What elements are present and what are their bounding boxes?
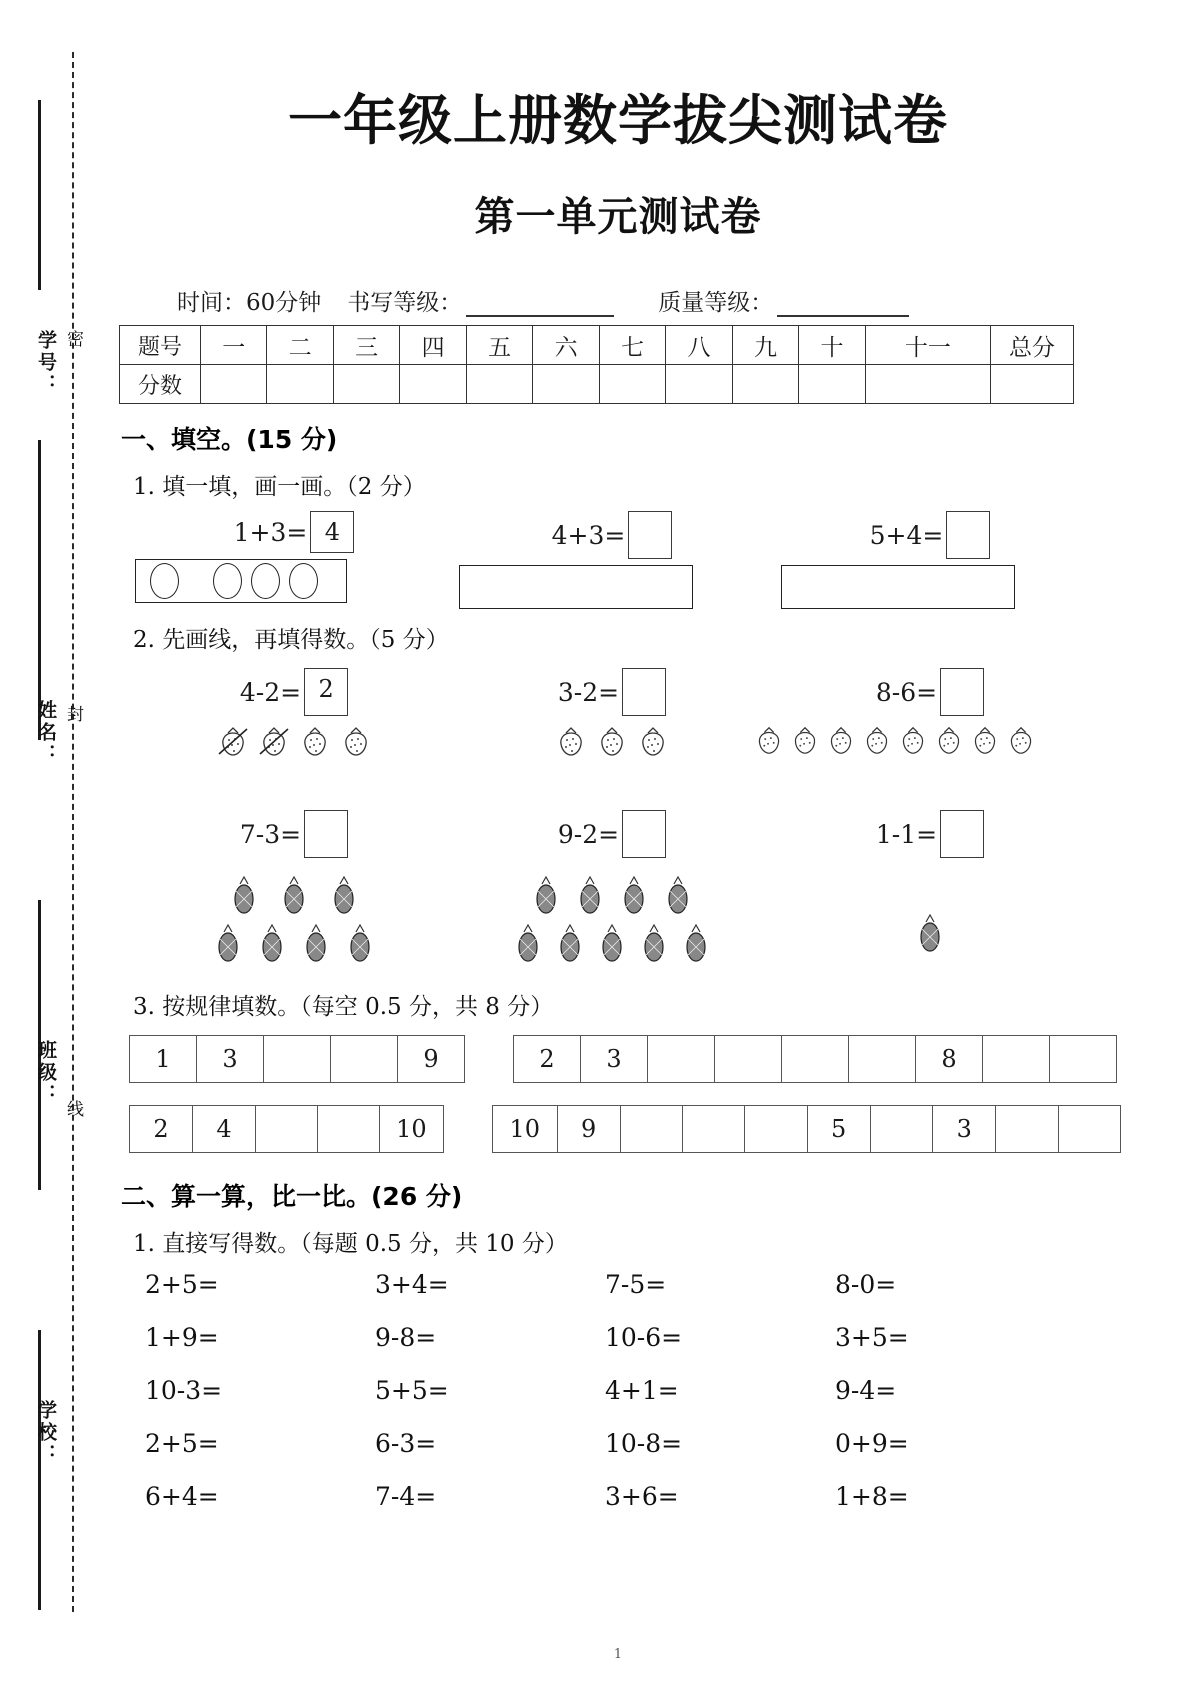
fill-draw-col-3: [771, 511, 1089, 609]
seq-cell[interactable]: 9: [398, 1036, 465, 1083]
score-cell-11[interactable]: [865, 365, 990, 404]
strawberry-group-2: [453, 724, 771, 758]
calc-item[interactable]: 7-4=: [375, 1482, 437, 1511]
pineapple-expr-2: [453, 810, 771, 858]
score-col-11: 十一: [865, 326, 990, 365]
strawberry-icon: [933, 724, 965, 756]
seal-label-class: 班级：: [35, 1040, 57, 1106]
writing-grade-blank[interactable]: [466, 295, 614, 317]
page-number: 1: [613, 1647, 623, 1662]
strawberry-answer-3[interactable]: [940, 668, 984, 716]
sequence-grid-3: [129, 1105, 444, 1153]
score-col-7: 七: [599, 326, 665, 365]
pineapple-group-3: [771, 914, 1089, 952]
fill-draw-box-3[interactable]: [781, 565, 1015, 609]
seq-cell[interactable]: [1058, 1106, 1120, 1153]
calc-item[interactable]: 6+4=: [145, 1482, 219, 1511]
page-subtitle: 第一单元测试卷: [474, 194, 762, 240]
pineapple-expr-1: [135, 810, 453, 858]
score-cell-7[interactable]: [599, 365, 665, 404]
score-cell-4[interactable]: [400, 365, 466, 404]
pineapple-expr-3: [771, 810, 1089, 858]
section-heading-1: 一、填空。(15 分): [121, 425, 338, 454]
calc-item[interactable]: 3+4=: [375, 1270, 449, 1299]
fill-draw-box-2[interactable]: [459, 565, 693, 609]
pineapple-icon: [345, 924, 375, 962]
score-cell-5[interactable]: [466, 365, 532, 404]
calc-item[interactable]: 3+6=: [605, 1482, 679, 1511]
fill-draw-answer-3[interactable]: [946, 511, 990, 559]
strawberry-icon: [789, 724, 821, 756]
strawberry-col-2: [453, 668, 771, 758]
strawberry-icon: [825, 724, 857, 756]
calc-grid: [115, 1270, 1121, 1511]
question-1-1-expressions: [115, 511, 1121, 609]
strawberry-icon: [339, 724, 373, 758]
strawberry-icon: [1005, 724, 1037, 756]
seq-cell[interactable]: [683, 1106, 745, 1153]
seq-cell[interactable]: [996, 1106, 1058, 1153]
pineapple-icon: [329, 876, 359, 914]
score-col-4: 四: [400, 326, 466, 365]
seq-cell[interactable]: 10: [493, 1106, 558, 1153]
fill-draw-col-2: [453, 511, 771, 609]
fill-draw-expr-text-1: 1+3=: [233, 517, 308, 547]
strawberry-icon: [861, 724, 893, 756]
calc-item[interactable]: 5+5=: [375, 1376, 449, 1405]
pineapple-icon: [301, 924, 331, 962]
score-cell-9[interactable]: [732, 365, 798, 404]
seq-cell[interactable]: 3: [581, 1036, 648, 1083]
strawberry-icon: [216, 724, 250, 758]
calc-item[interactable]: 10-6=: [605, 1323, 683, 1352]
seq-cell[interactable]: [331, 1036, 398, 1083]
pineapple-group-1-row-2: [135, 924, 453, 962]
pineapple-expr-text-2: 9-2=: [557, 819, 620, 849]
calc-item[interactable]: 4+1=: [605, 1376, 679, 1405]
seq-cell[interactable]: 5: [807, 1106, 870, 1153]
seq-cell[interactable]: [317, 1106, 379, 1153]
question-1-1-prompt: 1. 填一填，画一画。（2 分）: [133, 474, 426, 500]
quality-grade-label: 质量等级：: [658, 290, 774, 316]
fill-draw-col-1: [135, 511, 453, 609]
seq-cell[interactable]: 4: [193, 1106, 256, 1153]
page-title: 一年级上册数学拔尖测试卷: [288, 89, 948, 152]
seq-cell[interactable]: [782, 1036, 849, 1083]
score-cell-3[interactable]: [333, 365, 399, 404]
strawberry-icon: [753, 724, 785, 756]
seq-cell[interactable]: [256, 1106, 318, 1153]
seq-cell[interactable]: [849, 1036, 916, 1083]
pineapple-icon: [531, 876, 561, 914]
seq-cell[interactable]: 9: [557, 1106, 620, 1153]
sequence-grid-4: [492, 1105, 1121, 1153]
score-col-total: 总分: [991, 326, 1074, 365]
score-col-9: 九: [732, 326, 798, 365]
score-col-2: 二: [267, 326, 333, 365]
pineapple-group-2-row-1: [453, 876, 771, 914]
seal-dashed-line: [72, 52, 74, 1612]
seq-cell[interactable]: 3: [197, 1036, 264, 1083]
seq-cell[interactable]: [1050, 1036, 1117, 1083]
seal-solid-rule-4: [38, 1330, 41, 1610]
writing-grade-label: 书写等级：: [347, 290, 463, 316]
seq-cell[interactable]: 3: [933, 1106, 996, 1153]
circle-icon: [213, 563, 242, 599]
strawberry-expr-3: [771, 668, 1089, 716]
sequence-grid-2: [513, 1035, 1117, 1083]
strawberry-icon: [636, 724, 670, 758]
score-table-row-label-1: 分数: [120, 365, 201, 404]
calc-item[interactable]: 3+5=: [835, 1323, 909, 1352]
seq-cell[interactable]: [870, 1106, 932, 1153]
seal-label-school: 学校：: [35, 1400, 57, 1466]
seal-solid-rule-1: [38, 100, 41, 290]
seal-label-name: 姓名：: [35, 700, 57, 766]
pineapple-icon: [619, 876, 649, 914]
fill-draw-expr-text-2: 4+3=: [551, 520, 626, 550]
seal-mark-feng: 封: [63, 705, 83, 722]
strawberry-icon: [969, 724, 1001, 756]
calc-item[interactable]: 6-3=: [375, 1429, 437, 1458]
pineapple-icon: [663, 876, 693, 914]
pineapple-expr-text-3: 1-1=: [875, 819, 938, 849]
calc-item[interactable]: 9-8=: [375, 1323, 437, 1352]
seq-cell[interactable]: [715, 1036, 782, 1083]
pineapple-icon: [279, 876, 309, 914]
pineapple-icon: [575, 876, 605, 914]
calc-item[interactable]: 8-0=: [835, 1270, 897, 1299]
calc-item[interactable]: 10-3=: [145, 1376, 223, 1405]
pineapple-expr-text-1: 7-3=: [239, 819, 302, 849]
quality-grade-blank[interactable]: [777, 295, 909, 317]
strawberry-expr-text-2: 3-2=: [557, 677, 620, 707]
score-cell-8[interactable]: [666, 365, 732, 404]
seq-cell[interactable]: 8: [916, 1036, 983, 1083]
seal-mark-xian: 线: [63, 1100, 83, 1117]
strawberry-group-3: [753, 724, 1089, 756]
pineapple-icon: [513, 924, 543, 962]
score-col-1: 一: [201, 326, 267, 365]
pineapple-icon: [229, 876, 259, 914]
fill-draw-answer-1[interactable]: 4: [310, 511, 354, 553]
seal-mark-mi: 密: [63, 330, 83, 347]
seq-cell[interactable]: [983, 1036, 1050, 1083]
score-table-row-label-0: 题号: [120, 326, 201, 365]
strawberry-group-1: [135, 724, 453, 758]
score-cell-10[interactable]: [799, 365, 865, 404]
calc-item[interactable]: 9-4=: [835, 1376, 897, 1405]
worksheet-page: [115, 0, 1121, 1684]
sequence-grid-row-2: [115, 1105, 1121, 1153]
strawberry-col-1: [135, 668, 453, 758]
score-col-8: 八: [666, 326, 732, 365]
fill-draw-expr-2: [453, 511, 771, 559]
circle-icon: [150, 563, 179, 599]
score-table: [119, 325, 1074, 404]
pineapple-col-1: [135, 810, 453, 962]
pineapple-icon: [555, 924, 585, 962]
seq-cell[interactable]: 2: [514, 1036, 581, 1083]
strawberry-icon: [595, 724, 629, 758]
question-1-3-prompt: 3. 按规律填数。（每空 0.5 分，共 8 分）: [133, 994, 554, 1020]
exam-meta-row: [115, 284, 1121, 317]
score-table-value-row: [120, 365, 1074, 404]
pineapple-icon: [597, 924, 627, 962]
pineapple-answer-1[interactable]: [304, 810, 348, 858]
score-cell-total[interactable]: [991, 365, 1074, 404]
pineapple-col-3: [771, 810, 1089, 962]
strawberry-icon: [897, 724, 929, 756]
score-col-10: 十: [799, 326, 865, 365]
calc-item[interactable]: 0+9=: [835, 1429, 909, 1458]
seq-cell[interactable]: [648, 1036, 715, 1083]
score-table-header-row: [120, 326, 1074, 365]
strawberry-expr-text-1: 4-2=: [239, 677, 302, 707]
strawberry-expr-1: [135, 668, 453, 716]
score-col-3: 三: [333, 326, 399, 365]
circle-icon: [289, 563, 318, 599]
fill-draw-expr-3: [771, 511, 1089, 559]
seal-strip: [0, 0, 115, 1684]
pineapple-col-2: [453, 810, 771, 962]
strawberry-answer-2[interactable]: [622, 668, 666, 716]
score-cell-6[interactable]: [533, 365, 599, 404]
time-label: 时间：60分钟: [177, 290, 322, 316]
seq-cell[interactable]: 1: [130, 1036, 197, 1083]
strawberry-expr-2: [453, 668, 771, 716]
fill-draw-box-1[interactable]: [135, 559, 347, 603]
strawberry-icon: [257, 724, 291, 758]
pineapple-answer-2[interactable]: [622, 810, 666, 858]
pineapple-group-2-row-2: [453, 924, 771, 962]
seal-solid-rule-2: [38, 440, 41, 740]
question-1-2-row-b: [115, 810, 1121, 962]
pineapple-group-1-row-1: [135, 876, 453, 914]
strawberry-expr-text-3: 8-6=: [875, 677, 938, 707]
strawberry-answer-1[interactable]: 2: [304, 668, 348, 716]
seal-label-student-id: 学号：: [35, 330, 57, 396]
pineapple-icon: [639, 924, 669, 962]
fill-draw-answer-2[interactable]: [628, 511, 672, 559]
calc-item[interactable]: 2+5=: [145, 1270, 219, 1299]
score-cell-1[interactable]: [201, 365, 267, 404]
pineapple-icon: [681, 924, 711, 962]
calc-item[interactable]: 1+9=: [145, 1323, 219, 1352]
strawberry-icon: [298, 724, 332, 758]
question-1-2-row-a: [115, 668, 1121, 758]
pineapple-icon: [257, 924, 287, 962]
seq-cell[interactable]: [264, 1036, 331, 1083]
question-1-2-prompt: 2. 先画线，再填得数。（5 分）: [133, 627, 449, 653]
sequence-grid-row-1: [115, 1035, 1121, 1083]
score-col-5: 五: [466, 326, 532, 365]
section-heading-2: 二、算一算，比一比。(26 分): [121, 1182, 463, 1211]
sequence-grid-1: [129, 1035, 465, 1083]
score-col-6: 六: [533, 326, 599, 365]
calc-item[interactable]: 1+8=: [835, 1482, 909, 1511]
calc-item[interactable]: 10-8=: [605, 1429, 683, 1458]
circle-icon: [251, 563, 280, 599]
calc-item[interactable]: 2+5=: [145, 1429, 219, 1458]
fill-draw-expr-1: [135, 511, 453, 553]
pineapple-icon: [915, 914, 945, 952]
strawberry-icon: [554, 724, 588, 758]
score-cell-2[interactable]: [267, 365, 333, 404]
calc-item[interactable]: 7-5=: [605, 1270, 667, 1299]
seq-cell[interactable]: [620, 1106, 682, 1153]
fill-draw-expr-text-3: 5+4=: [869, 520, 944, 550]
strawberry-col-3: [771, 668, 1089, 758]
pineapple-icon: [213, 924, 243, 962]
seq-cell[interactable]: 2: [130, 1106, 193, 1153]
question-2-1-prompt: 1. 直接写得数。（每题 0.5 分，共 10 分）: [133, 1231, 568, 1257]
seq-cell[interactable]: 10: [379, 1106, 443, 1153]
pineapple-answer-3[interactable]: [940, 810, 984, 858]
seq-cell[interactable]: [745, 1106, 807, 1153]
